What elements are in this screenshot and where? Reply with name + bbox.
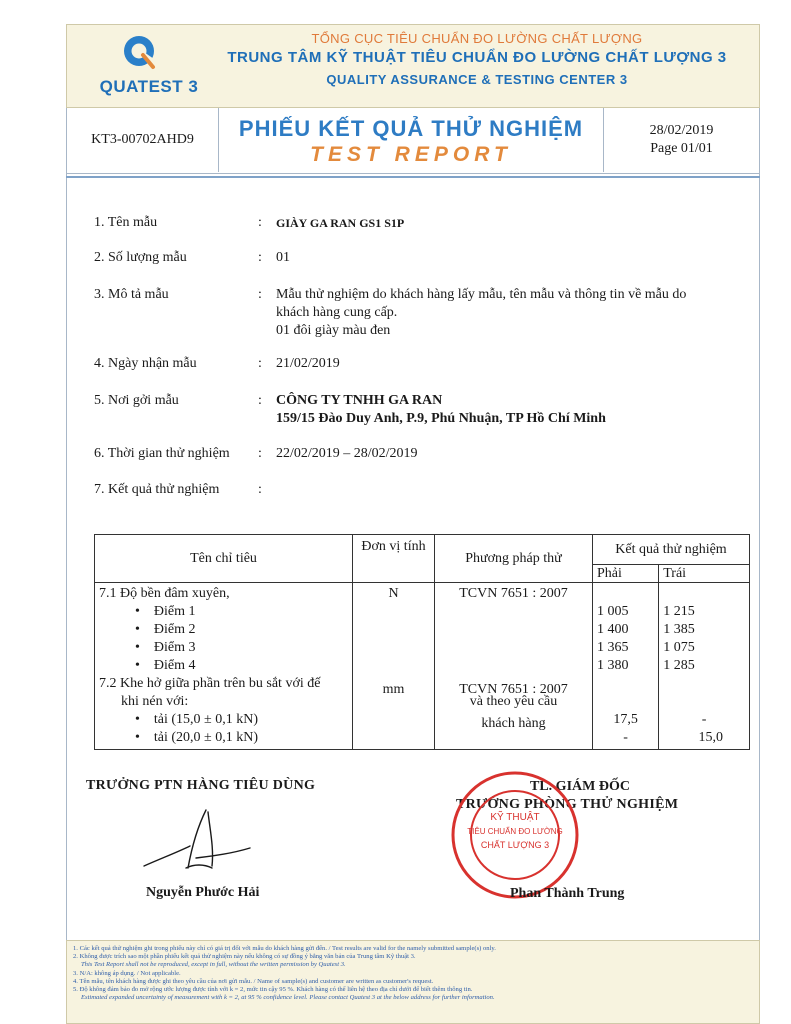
right-signer-title-2: TRƯỞNG PHÒNG THỬ NGHIỆM bbox=[456, 797, 679, 812]
field-value: 01 bbox=[276, 250, 290, 265]
field-colon: : bbox=[258, 215, 262, 230]
footer-note: This Test Report shall not be reproduced, except in full, without the written permission by Quatest 3. bbox=[81, 961, 346, 969]
right-value: 1 005 bbox=[597, 604, 629, 619]
load-1: tải (15,0 ± 0,1 kN) bbox=[153, 712, 259, 727]
header-name: Tên chỉ tiêu bbox=[95, 535, 353, 583]
point-2: Điểm 2 bbox=[153, 622, 196, 637]
description-line-1: Mẫu thử nghiệm do khách hàng lấy mẫu, tên mẫu và thông tin về mẫu do bbox=[276, 287, 687, 302]
report-title bbox=[219, 108, 603, 172]
field-label: 7. Kết quả thử nghiệm bbox=[94, 482, 220, 497]
field-colon: : bbox=[258, 446, 262, 461]
field-label: 5. Nơi gởi mẫu bbox=[94, 393, 179, 408]
footer-notes bbox=[66, 940, 760, 1024]
unit-n: N bbox=[388, 586, 399, 601]
left-value: 1 285 bbox=[663, 658, 695, 673]
quatest-logo-icon bbox=[119, 33, 159, 73]
official-stamp-icon bbox=[448, 768, 582, 902]
sender-address: 159/15 Đào Duy Anh, P.9, Phú Nhuận, TP Hồ Chí Minh bbox=[276, 411, 606, 426]
load-2: tải (20,0 ± 0,1 kN) bbox=[153, 730, 259, 745]
point-3: Điểm 3 bbox=[153, 640, 196, 655]
svg-text:KỸ THUẬT: KỸ THUẬT bbox=[490, 812, 540, 823]
footer-note: Estimated expanded uncertainty of measurement with k = 2, at 95 % confidence level. Please contact Quatest 3 at the below address for further information. bbox=[81, 994, 495, 1002]
row-right-cell bbox=[593, 583, 659, 750]
results-table bbox=[94, 534, 750, 750]
header-method: Phương pháp thử bbox=[435, 535, 593, 583]
bullet-item: • tải (20,0 ± 0,1 kN) bbox=[135, 730, 259, 745]
header-left: Trái bbox=[659, 565, 750, 583]
field-value: GIÀY GA RAN GS1 S1P bbox=[276, 216, 405, 230]
table-header-row bbox=[95, 535, 750, 565]
bullet-item: • Điểm 4 bbox=[135, 658, 196, 673]
svg-text:CHẤT LƯỢNG 3: CHẤT LƯỢNG 3 bbox=[480, 840, 550, 850]
row-2-title-1: 7.2 Khe hở giữa phần trên bu sắt với đế bbox=[99, 676, 321, 691]
bullet-item: • tải (15,0 ± 0,1 kN) bbox=[135, 712, 259, 727]
footer-note: 3. N/A: không áp dụng. / Not applicable. bbox=[73, 969, 181, 977]
right-value: - bbox=[623, 730, 628, 745]
report-number: KT3-00702AHD9 bbox=[67, 108, 219, 172]
method-2-line-1: TCVN 7651 : 2007 bbox=[459, 682, 568, 697]
field-colon: : bbox=[258, 250, 262, 265]
report-title-vn: PHIẾU KẾT QUẢ THỬ NGHIỆM bbox=[238, 116, 584, 141]
row-method-cell bbox=[435, 583, 593, 750]
header-unit: Đơn vị tính bbox=[353, 535, 435, 583]
table-row bbox=[95, 583, 750, 750]
row-left-cell bbox=[659, 583, 750, 750]
report-date: 28/02/2019 bbox=[649, 123, 714, 138]
point-4: Điểm 4 bbox=[153, 658, 196, 673]
right-value: 1 400 bbox=[597, 622, 629, 637]
quatest-logo bbox=[89, 33, 199, 103]
bullet-item: • Điểm 2 bbox=[135, 622, 196, 637]
right-signer-title-1: TL. GIÁM ĐỐC bbox=[530, 779, 630, 794]
point-1: Điểm 1 bbox=[153, 604, 196, 619]
title-row bbox=[66, 108, 760, 174]
bullet-item: • Điểm 3 bbox=[135, 640, 196, 655]
bullet-item: • Điểm 1 bbox=[135, 604, 196, 619]
org-vn-line2: TRUNG TÂM KỸ THUẬT TIÊU CHUẨN ĐO LƯỜNG CHẤT LƯỢNG 3 bbox=[227, 49, 727, 66]
row-2-title-2: khi nén với: bbox=[121, 694, 189, 709]
field-label: 1. Tên mẫu bbox=[94, 215, 158, 230]
left-value: 15,0 bbox=[698, 730, 723, 745]
description-line-2: khách hàng cung cấp. bbox=[276, 305, 398, 320]
left-signer-title: TRƯỞNG PTN HÀNG TIÊU DÙNG bbox=[86, 778, 316, 793]
right-value: 1 380 bbox=[597, 658, 629, 673]
row-unit-cell bbox=[353, 583, 435, 750]
handwritten-signature bbox=[138, 806, 258, 886]
right-value: 17,5 bbox=[613, 712, 638, 727]
left-signer-name: Nguyễn Phước Hải bbox=[146, 885, 260, 900]
left-value: 1 215 bbox=[663, 604, 695, 619]
left-value: 1 385 bbox=[663, 622, 695, 637]
field-colon: : bbox=[258, 482, 262, 497]
divider bbox=[66, 176, 760, 178]
field-value bbox=[276, 392, 736, 428]
field-label: 2. Số lượng mẫu bbox=[94, 250, 187, 265]
header-band bbox=[66, 24, 760, 108]
left-value: 1 075 bbox=[663, 640, 695, 655]
unit-mm: mm bbox=[382, 682, 405, 697]
organization-block bbox=[197, 31, 757, 87]
org-en: QUALITY ASSURANCE & TESTING CENTER 3 bbox=[326, 72, 628, 87]
row-name-cell bbox=[95, 583, 353, 750]
field-value bbox=[276, 286, 736, 340]
right-value: 1 365 bbox=[597, 640, 629, 655]
method-2-line-3: khách hàng bbox=[481, 716, 546, 731]
footer-note: 2. Không được trích sao một phần phiếu kết quả thử nghiệm này nếu không có sự đồng ý bằng văn bản của Trung tâm Kỹ thuật 3. bbox=[73, 953, 416, 961]
header-right: Phải bbox=[593, 565, 659, 583]
field-value: 22/02/2019 – 28/02/2019 bbox=[276, 446, 418, 461]
method-1: TCVN 7651 : 2007 bbox=[459, 586, 568, 601]
row-1-title: 7.1 Độ bền đâm xuyên, bbox=[99, 586, 230, 601]
field-colon: : bbox=[258, 287, 262, 302]
description-line-3: 01 đôi giày màu đen bbox=[276, 323, 391, 338]
field-value: 21/02/2019 bbox=[276, 356, 340, 371]
field-colon: : bbox=[258, 393, 262, 408]
org-vn-line1: TỔNG CỤC TIÊU CHUẨN ĐO LƯỜNG CHẤT LƯỢNG bbox=[311, 31, 643, 46]
header-result: Kết quả thử nghiệm bbox=[593, 535, 750, 565]
footer-note: 1. Các kết quả thử nghiệm ghi trong phiếu này chỉ có giá trị đối với mẫu do khách hàng gửi đến. / Test results are valid for the namely submitted sample(s) only. bbox=[73, 945, 496, 952]
field-label: 6. Thời gian thử nghiệm bbox=[94, 446, 230, 461]
logo-text: QUATEST 3 bbox=[99, 77, 199, 96]
field-label: 4. Ngày nhận mẫu bbox=[94, 356, 197, 371]
left-value: - bbox=[701, 712, 707, 727]
field-label: 3. Mô tả mẫu bbox=[94, 287, 169, 302]
footer-note: 5. Độ không đảm bảo đo mở rộng ước lượng được tính với k = 2, mức tin cậy 95 %. Khách hàng có thể liên hệ theo địa chỉ dưới để biết thêm thông tin. bbox=[73, 986, 473, 994]
footer-note: 4. Tên mẫu, tên khách hàng được ghi theo yêu cầu của nơi gửi mẫu. / Name of sample(s) and customer are written as customer's request. bbox=[73, 977, 434, 985]
svg-text:TIÊU CHUẨN ĐO LƯỜNG: TIÊU CHUẨN ĐO LƯỜNG bbox=[467, 827, 563, 836]
method-2-line-2: và theo yêu cầu bbox=[469, 694, 558, 709]
right-signer-name: Phan Thành Trung bbox=[510, 886, 625, 901]
sender-company: CÔNG TY TNHH GA RAN bbox=[276, 393, 443, 408]
report-date-page bbox=[603, 108, 759, 172]
field-colon: : bbox=[258, 356, 262, 371]
report-title-en: TEST REPORT bbox=[310, 143, 512, 166]
page-number: Page 01/01 bbox=[650, 141, 713, 156]
